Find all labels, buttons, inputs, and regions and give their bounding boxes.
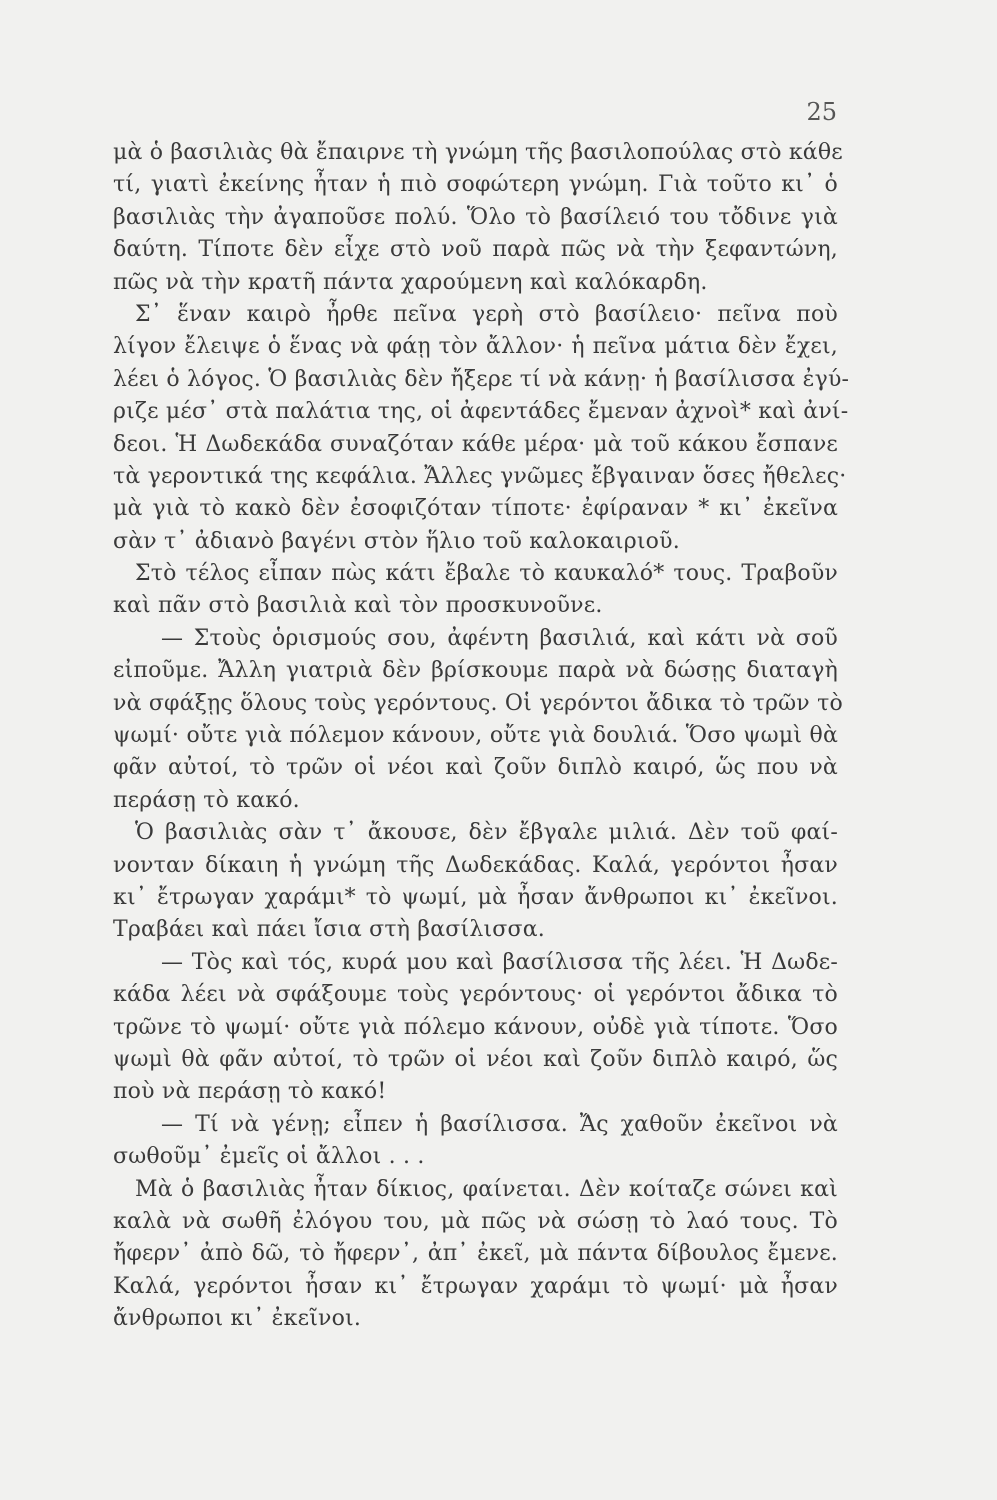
text-line: λίγον ἔλειψε ὁ ἕνας νὰ φάῃ τὸν ἄλλον· ἡ πεῖνα μάτια δὲν ἔχει, (113, 334, 838, 360)
text-line: Ὁ βασιλιὰς σὰν τ᾿ ἄκουσε, δὲν ἔβγαλε μιλιά. Δὲν τοῦ φαί- (135, 820, 838, 846)
text-line: καλὰ νὰ σωθῆ ἐλόγου του, μὰ πῶς νὰ σώσῃ τὸ λαό τους. Τὸ (113, 1208, 838, 1234)
text-line: εἰποῦμε. Ἄλλη γιατριὰ δὲν βρίσκουμε παρὰ νὰ δώσῃς διαταγὴ (113, 658, 838, 684)
text-line: καὶ πᾶν στὸ βασιλιὰ καὶ τὸν προσκυνοῦνε. (113, 593, 603, 619)
text-line: κι᾿ ἔτρωγαν χαράμι* τὸ ψωμί, μὰ ἦσαν ἄνθρωποι κι᾿ ἐκεῖνοι. (113, 884, 838, 910)
text-line: Στὸ τέλος εἶπαν πὼς κάτι ἔβαλε τὸ καυκαλό* τους. Τραβοῦν (135, 561, 838, 587)
text-line: ψωμί· οὔτε γιὰ πόλεμον κάνουν, οὔτε γιὰ δουλιά. Ὅσο ψωμὶ θὰ (113, 723, 838, 749)
text-line: βασιλιὰς τὴν ἀγαποῦσε πολύ. Ὅλο τὸ βασίλειό του τὄδινε γιὰ (113, 204, 838, 230)
text-line: τὰ γεροντικά της κεφάλια. Ἄλλες γνῶμες ἔβγαιναν ὅσες ἤθελες· (113, 463, 847, 489)
text-line: πῶς νὰ τὴν κρατῆ πάντα χαρούμενη καὶ καλόκαρδη. (113, 269, 708, 295)
text-line: μὰ ὁ βασιλιὰς θὰ ἔπαιρνε τὴ γνώμη τῆς βασιλοπούλας στὸ κάθε (113, 140, 843, 165)
text-line: ἄνθρωποι κι᾿ ἐκεῖνοι. (113, 1306, 362, 1332)
text-line: Καλά, γερόντοι ἦσαν κι᾿ ἔτρωγαν χαράμι τὸ ψωμί· μὰ ἦσαν (113, 1273, 838, 1299)
text-line: μὰ γιὰ τὸ κακὸ δὲν ἐσοφιζόταν τίποτε· ἐφίραναν * κι᾿ ἐκεῖνα (113, 496, 838, 522)
text-line: — Τὸς καὶ τός, κυρά μου καὶ βασίλισσα τῆς λέει. Ἡ Δωδε- (161, 949, 838, 975)
text-line: λέει ὁ λόγος. Ὁ βασιλιὰς δὲν ἤξερε τί νὰ κάνῃ· ἡ βασίλισσα ἐγύ- (113, 366, 850, 392)
text-line: τί, γιατὶ ἐκείνης ἦταν ἡ πιὸ σοφώτερη γνώμη. Γιὰ τοῦτο κι᾿ ὁ (113, 172, 838, 198)
text-line: σωθοῦμ᾿ ἐμεῖς οἱ ἄλλοι . . . (113, 1144, 425, 1170)
text-line: νονταν δίκαιη ἡ γνώμη τῆς Δωδεκάδας. Καλά, γερόντοι ἦσαν (113, 852, 838, 878)
text-line: κάδα λέει νὰ σφάξουμε τοὺς γερόντους· οἱ γερόντοι ἄδικα τὸ (113, 982, 838, 1008)
text-line: Μὰ ὁ βασιλιὰς ἦταν δίκιος, φαίνεται. Δὲν κοίταζε σώνει καὶ (135, 1176, 838, 1202)
text-line: Σ᾿ ἕναν καιρὸ ἦρθε πεῖνα γερὴ στὸ βασίλειο· πεῖνα ποὺ (135, 301, 838, 327)
text-line: ποὺ νὰ περάσῃ τὸ κακό! (113, 1079, 387, 1105)
text-line: — Τί νὰ γένῃ; εἶπεν ἡ βασίλισσα. Ἄς χαθοῦν ἐκεῖνοι νὰ (161, 1111, 838, 1137)
text-line: φᾶν αὐτοί, τὸ τρῶν οἱ νέοι καὶ ζοῦν διπλὸ καιρό, ὥς που νὰ (113, 755, 838, 781)
text-line: δαύτη. Τίποτε δὲν εἶχε στὸ νοῦ παρὰ πῶς νὰ τὴν ξεφαντώνη, (113, 237, 838, 263)
text-line: δεοι. Ἡ Δωδεκάδα συναζόταν κάθε μέρα· μὰ τοῦ κάκου ἔσπανε (113, 431, 838, 457)
text-line: σὰν τ᾿ ἀδιανὸ βαγένι στὸν ἥλιο τοῦ καλοκαιριοῦ. (113, 528, 680, 554)
page-number: 25 (806, 98, 837, 126)
text-line: ψωμὶ θὰ φᾶν αὐτοί, τὸ τρῶν οἱ νέοι καὶ ζοῦν διπλὸ καιρό, ὥς (113, 1046, 838, 1072)
text-line: ριζε μέσ᾿ στὰ παλάτια της, οἱ ἀφεντάδες ἔμεναν ἀχνοὶ* καὶ ἀνί- (113, 399, 849, 425)
body-text (113, 137, 850, 1335)
text-line: — Στοὺς ὁρισμούς σου, ἀφέντη βασιλιά, καὶ κάτι νὰ σοῦ (161, 625, 838, 651)
text-line: νὰ σφάξῃς ὅλους τοὺς γερόντους. Οἱ γερόντοι ἄδικα τὸ τρῶν τὸ (113, 690, 843, 716)
text-line: Τραβάει καὶ πάει ἴσια στὴ βασίλισσα. (113, 917, 545, 943)
text-line: περάσῃ τὸ κακό. (113, 787, 300, 813)
text-line: τρῶνε τὸ ψωμί· οὔτε γιὰ πόλεμο κάνουν, οὐδὲ γιὰ τίποτε. Ὅσο (113, 1014, 838, 1040)
text-line: ἤφερν᾿ ἀπὸ δῶ, τὸ ἤφερν᾿, ἀπ᾿ ἐκεῖ, μὰ πάντα δίβουλος ἔμενε. (113, 1241, 838, 1267)
